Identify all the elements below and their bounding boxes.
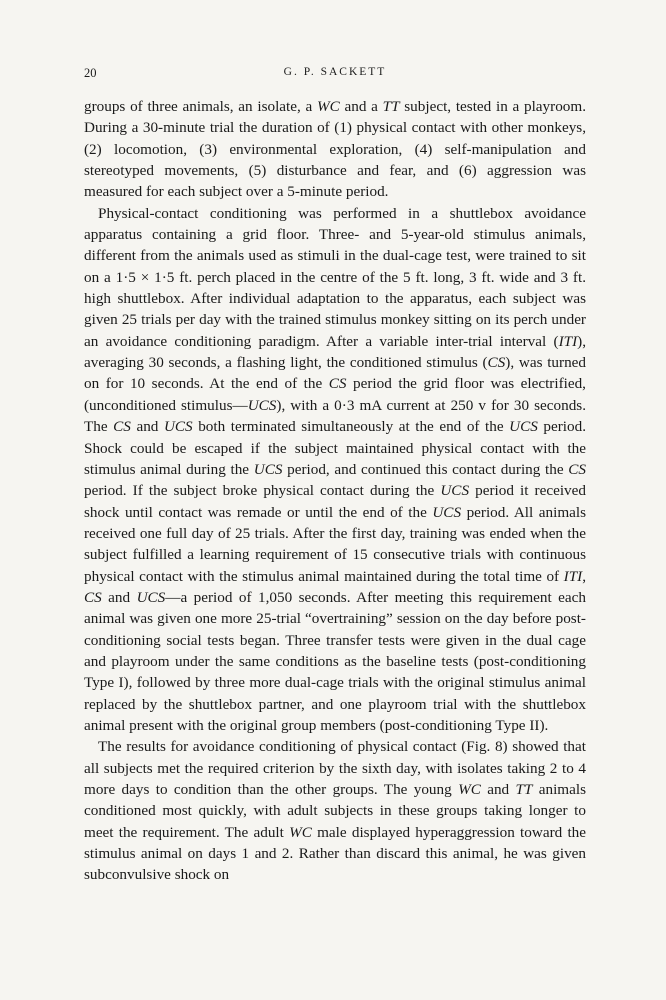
paragraph xyxy=(84,203,586,737)
text-run: period. If the subject broke physical contact during the xyxy=(84,482,441,500)
italic-term: UCS xyxy=(432,503,462,521)
text-run: period, and continued this contact during the xyxy=(282,460,569,478)
page-number: 20 xyxy=(84,66,97,80)
text-run: period the grid floor was electrified, (unconditioned stimulus— xyxy=(84,375,586,414)
italic-term: WC xyxy=(458,781,481,798)
running-head: G. P. SACKETT xyxy=(283,66,387,78)
text-run: period it received shock until contact was remade or until the end of the xyxy=(84,482,586,521)
italic-term: ITI xyxy=(563,567,583,585)
italic-term: UCS xyxy=(509,418,538,436)
text-run: Physical-contact conditioning was performed in a shuttlebox avoidance apparatus containing a grid floor. Three- and 5-year-old stimulus animals, different from the animals used as stimuli in the dual-cage test, were trained to sit on a 1·5 × 1·5 ft. perch placed in the centre of the 5 ft. long, 3 ft. wide and 3 ft. high shuttlebox. After individual adaptation to the apparatus, each subject was given 25 trials per day with the trained stimulus monkey sitting on its perch under an avoidance conditioning paradigm. After a variable inter-trial interval ( xyxy=(84,204,586,350)
text-run: , xyxy=(582,567,586,585)
italic-term: UCS xyxy=(253,460,283,478)
text-run: and xyxy=(130,418,164,436)
italic-term: TT xyxy=(382,98,400,115)
page-header xyxy=(84,66,586,86)
text-run: and xyxy=(101,588,137,606)
text-run: subject, tested in a playroom. During a 30-minute trial the duration of (1) physical contact with other monkeys, (2) locomotion, (3) environmental exploration, (4) self-manipulation and stereotyped movements, (5) disturbance and fear, and (6) aggression was measured for each subject over a 5-minute period. xyxy=(84,98,586,201)
paragraph xyxy=(84,96,586,203)
italic-term: UCS xyxy=(440,482,470,500)
italic-term: UCS xyxy=(247,396,277,414)
text-run: ), averaging 30 seconds, a flashing light, the conditioned stimulus ( xyxy=(84,332,586,372)
italic-term: CS xyxy=(84,588,102,606)
text-run: ), with a 0·3 mA current at 250 v for 30 seconds. The xyxy=(84,396,586,436)
italic-term: ITI xyxy=(558,332,578,350)
italic-term: TT xyxy=(515,781,533,798)
italic-term: WC xyxy=(289,823,312,841)
text-run: ), was turned on for 10 seconds. At the end of the xyxy=(84,354,586,393)
italic-term: WC xyxy=(317,98,340,115)
text-run: male displayed hyperaggression toward the stimulus animal on days 1 and 2. Rather than discard this animal, he was given subconvulsive shock on xyxy=(84,823,586,884)
italic-term: CS xyxy=(113,418,131,436)
text-run: and a xyxy=(339,98,383,115)
body-text xyxy=(84,96,586,886)
italic-term: UCS xyxy=(136,588,166,606)
text-run: The results for avoidance conditioning of physical contact (Fig. 8) showed that all subjects met the required criterion by the sixth day, with isolates taking 2 to 4 more days to condition than the other groups. The young xyxy=(84,738,586,798)
text-run: —a period of 1,050 seconds. After meeting this requirement each animal was given one more 25-trial “overtraining” session on the day before post-conditioning social tests began. Three transfer tests were given in the dual cage and playroom under the same conditions as the baseline tests (post-conditioning Type I), followed by three more dual-cage trials with the original stimulus animal replaced by the shuttlebox partner, and one playroom trial with the shuttlebox animal present with the original group members (post-conditioning Type II). xyxy=(84,588,586,734)
text-run: both terminated simultaneously at the end of the xyxy=(192,418,510,436)
italic-term: CS xyxy=(328,375,347,393)
text-run: period. All animals received one full day of 25 trials. After the first day, training was ended when the subject fulfilled a learning requirement of 15 consecutive trials with continuous physical contact with the stimulus animal maintained during the total time of xyxy=(84,503,587,585)
paragraph xyxy=(84,736,586,885)
text-run: and xyxy=(480,781,516,798)
text-run: period. Shock could be escaped if the subject maintained physical contact with the stimulus animal during the xyxy=(84,418,586,478)
text-run: animals conditioned most quickly, with adult subjects in these groups taking longer to meet the requirement. The adult xyxy=(84,781,586,841)
text-run: groups of three animals, an isolate, a xyxy=(84,98,317,115)
italic-term: CS xyxy=(487,354,506,372)
italic-term: CS xyxy=(568,460,587,478)
italic-term: UCS xyxy=(163,418,193,436)
